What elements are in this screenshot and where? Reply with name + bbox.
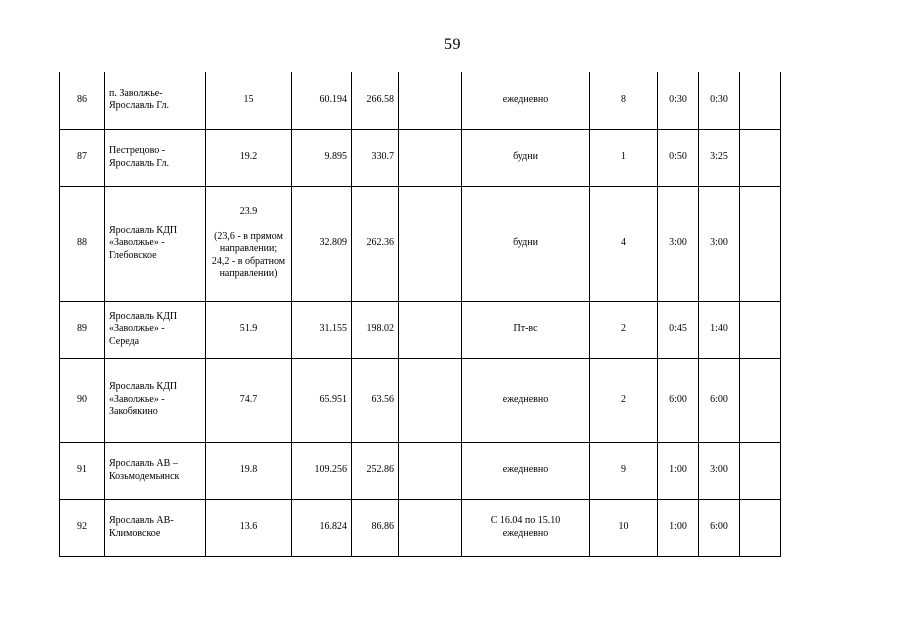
extra-cell — [740, 129, 781, 186]
value-2: 266.58 — [352, 72, 399, 129]
route-name: Ярославль КДП «Заволжье» - Глебовское — [105, 186, 206, 301]
row-number: 91 — [60, 442, 105, 499]
route-distance-cell — [206, 186, 292, 301]
value-1: 109.256 — [292, 442, 352, 499]
route-name: Ярославль АВ – Козьмодемьянск — [105, 442, 206, 499]
trips-count: 9 — [590, 442, 658, 499]
value-2: 63.56 — [352, 358, 399, 442]
row-number: 92 — [60, 499, 105, 556]
page-number: 59 — [444, 36, 461, 53]
time-1: 0:45 — [658, 301, 699, 358]
route-distance-note: (23,6 - в прямом направлении; 24,2 - в обратном направлении) — [211, 230, 286, 280]
table-row — [60, 358, 781, 442]
time-1: 0:30 — [658, 72, 699, 129]
time-2: 6:00 — [699, 499, 740, 556]
route-name: п. Заволжье- Ярославль Гл. — [105, 72, 206, 129]
route-distance: 23.9 — [239, 206, 258, 218]
value-2: 198.02 — [352, 301, 399, 358]
time-2: 1:40 — [699, 301, 740, 358]
value-2: 262.36 — [352, 186, 399, 301]
table-row — [60, 442, 781, 499]
table-row — [60, 72, 781, 129]
trips-count: 4 — [590, 186, 658, 301]
value-1: 16.824 — [292, 499, 352, 556]
extra-cell — [740, 301, 781, 358]
time-1: 1:00 — [658, 499, 699, 556]
table-row — [60, 301, 781, 358]
trips-count: 1 — [590, 129, 658, 186]
trips-count: 2 — [590, 358, 658, 442]
schedule: ежедневно — [462, 72, 590, 129]
empty-cell — [399, 129, 462, 186]
time-2: 3:00 — [699, 186, 740, 301]
time-2: 6:00 — [699, 358, 740, 442]
time-2: 3:00 — [699, 442, 740, 499]
route-distance: 19.2 — [206, 129, 292, 186]
empty-cell — [399, 442, 462, 499]
schedule: Пт-вс — [462, 301, 590, 358]
extra-cell — [740, 358, 781, 442]
route-table — [59, 72, 781, 557]
route-distance: 15 — [206, 72, 292, 129]
route-distance: 19.8 — [206, 442, 292, 499]
route-distance: 51.9 — [206, 301, 292, 358]
schedule: ежедневно — [462, 358, 590, 442]
empty-cell — [399, 186, 462, 301]
value-1: 32.809 — [292, 186, 352, 301]
trips-count: 10 — [590, 499, 658, 556]
time-1: 1:00 — [658, 442, 699, 499]
empty-cell — [399, 358, 462, 442]
value-2: 330.7 — [352, 129, 399, 186]
extra-cell — [740, 499, 781, 556]
schedule: будни — [462, 186, 590, 301]
row-number: 88 — [60, 186, 105, 301]
schedule: С 16.04 по 15.10 ежедневно — [462, 499, 590, 556]
value-1: 65.951 — [292, 358, 352, 442]
schedule: будни — [462, 129, 590, 186]
extra-cell — [740, 186, 781, 301]
row-number: 86 — [60, 72, 105, 129]
time-1: 0:50 — [658, 129, 699, 186]
row-number: 90 — [60, 358, 105, 442]
route-name: Ярославль КДП «Заволжье» - Закобякино — [105, 358, 206, 442]
route-name: Пестрецово - Ярославль Гл. — [105, 129, 206, 186]
trips-count: 8 — [590, 72, 658, 129]
extra-cell — [740, 72, 781, 129]
empty-cell — [399, 499, 462, 556]
empty-cell — [399, 72, 462, 129]
row-number: 89 — [60, 301, 105, 358]
route-distance: 13.6 — [206, 499, 292, 556]
time-1: 3:00 — [658, 186, 699, 301]
table-row — [60, 129, 781, 186]
value-1: 60.194 — [292, 72, 352, 129]
route-name: Ярославль КДП «Заволжье» - Середа — [105, 301, 206, 358]
time-2: 3:25 — [699, 129, 740, 186]
row-number: 87 — [60, 129, 105, 186]
extra-cell — [740, 442, 781, 499]
time-2: 0:30 — [699, 72, 740, 129]
schedule: ежедневно — [462, 442, 590, 499]
route-name: Ярославль АВ- Климовское — [105, 499, 206, 556]
empty-cell — [399, 301, 462, 358]
value-1: 31.155 — [292, 301, 352, 358]
trips-count: 2 — [590, 301, 658, 358]
value-1: 9.895 — [292, 129, 352, 186]
table-row — [60, 186, 781, 301]
time-1: 6:00 — [658, 358, 699, 442]
value-2: 252.86 — [352, 442, 399, 499]
value-2: 86.86 — [352, 499, 399, 556]
route-distance: 74.7 — [206, 358, 292, 442]
table-row — [60, 499, 781, 556]
